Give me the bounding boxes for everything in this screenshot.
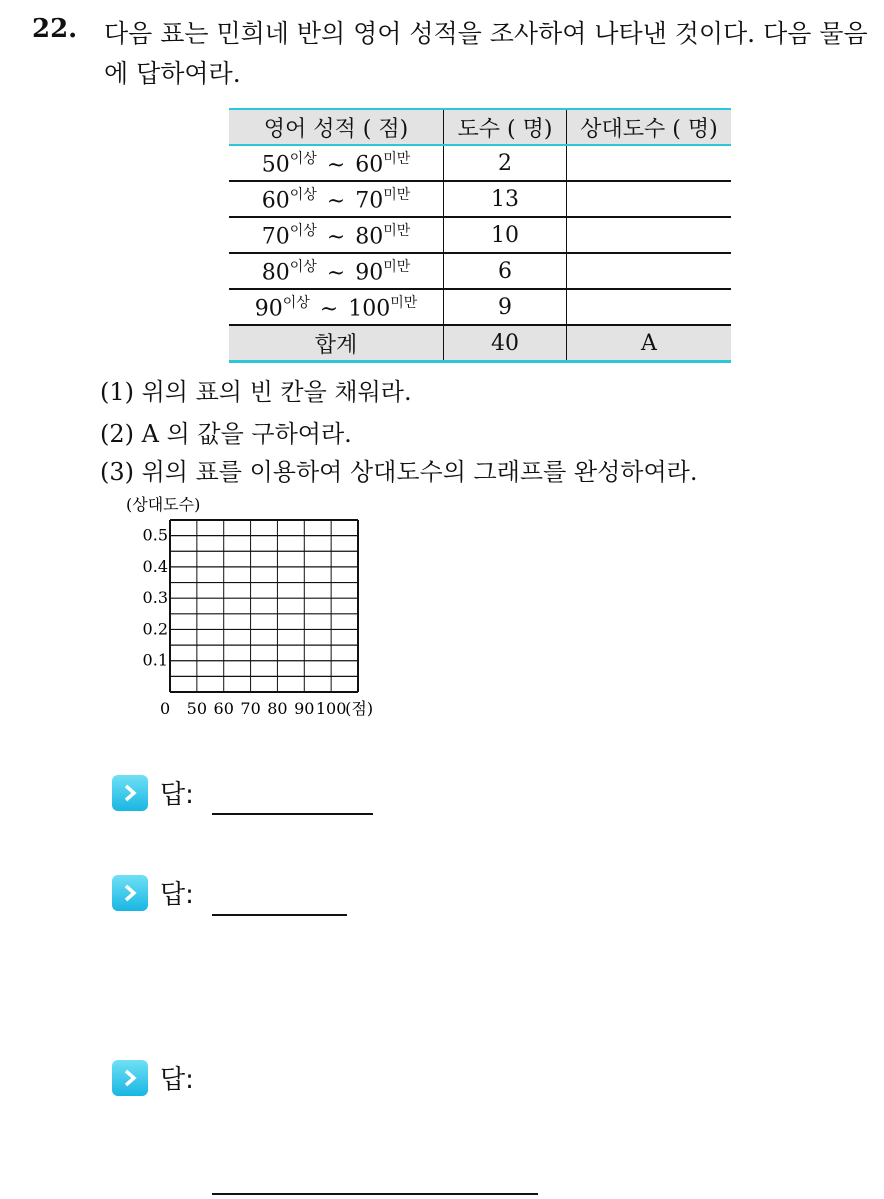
range-cell: $70^{이상}$ ~ $80^{미만}$: [229, 217, 444, 253]
range-cell: $60^{이상}$ ~ $70^{미만}$: [229, 181, 444, 217]
chevron-right-icon: [112, 775, 148, 811]
subquestion-1: (1) 위의 표의 빈 칸을 채워라.: [100, 378, 412, 406]
answer-3-line[interactable]: [212, 1193, 538, 1195]
answer-1-line[interactable]: [212, 813, 373, 815]
relative-frequency-cell[interactable]: [567, 145, 732, 181]
answer-label: 답:: [160, 880, 194, 910]
frequency-cell: 13: [444, 181, 567, 217]
answer-label: 답:: [160, 780, 194, 810]
relative-frequency-cell[interactable]: [567, 181, 732, 217]
x-tick-label: 60: [213, 699, 234, 718]
frequency-cell: 9: [444, 289, 567, 325]
table-row: [229, 181, 731, 217]
total-relative-frequency: A: [567, 325, 732, 362]
table-row: [229, 253, 731, 289]
header-score: 영어 성적 ( 점): [229, 109, 444, 145]
subquestion-3: (3) 위의 표를 이용하여 상대도수의 그래프를 완성하여라.: [100, 458, 698, 486]
frequency-cell: 2: [444, 145, 567, 181]
x-tick-label: 90: [294, 699, 315, 718]
y-tick-label: 0.5: [142, 525, 168, 545]
x-tick-label: 50: [186, 699, 208, 718]
relative-frequency-cell[interactable]: [567, 217, 732, 253]
subquestion-2: (2) A 의 값을 구하여라.: [100, 420, 352, 448]
frequency-cell: 10: [444, 217, 567, 253]
chevron-right-icon: [112, 1060, 148, 1096]
origin-label: 0: [160, 699, 171, 718]
table-row: [229, 217, 731, 253]
answer-2: [112, 874, 194, 911]
header-frequency: 도수 ( 명): [444, 109, 567, 145]
table-row: [229, 289, 731, 325]
frequency-cell: 6: [444, 253, 567, 289]
table-row: [229, 145, 731, 181]
chevron-right-icon: [112, 875, 148, 911]
question-text: 다음 표는 민희네 반의 영어 성적을 조사하여 나타낸 것이다. 다음 물음에 답하여라.: [104, 19, 868, 88]
relative-frequency-chart[interactable]: [120, 490, 400, 725]
answer-1: [112, 774, 194, 811]
answer-3: [112, 1059, 194, 1096]
relative-frequency-cell[interactable]: [567, 289, 732, 325]
x-axis-label: (점): [345, 699, 374, 718]
range-cell: $50^{이상}$ ~ $60^{미만}$: [229, 145, 444, 181]
y-tick-label: 0.3: [142, 588, 168, 608]
x-tick-label: 100: [315, 699, 347, 718]
total-label: 합계: [229, 325, 444, 362]
y-tick-label: 0.2: [142, 619, 168, 639]
x-tick-label: 70: [240, 699, 261, 718]
y-tick-label: 0.4: [142, 556, 168, 576]
y-axis-label: (상대도수): [126, 495, 201, 514]
table-header-row: [229, 109, 731, 145]
x-tick-label: 80: [267, 699, 288, 718]
answer-2-line[interactable]: [212, 914, 347, 916]
frequency-table: [229, 108, 731, 363]
range-cell: $80^{이상}$ ~ $90^{미만}$: [229, 253, 444, 289]
range-cell: $90^{이상}$ ~ $100^{미만}$: [229, 289, 444, 325]
table-total-row: [229, 325, 731, 362]
answer-label: 답:: [160, 1065, 194, 1095]
total-frequency: 40: [444, 325, 567, 362]
question-number: 22.: [32, 14, 78, 44]
relative-frequency-cell[interactable]: [567, 253, 732, 289]
header-relative-frequency: 상대도수 ( 명): [567, 109, 732, 145]
y-tick-label: 0.1: [142, 650, 168, 670]
